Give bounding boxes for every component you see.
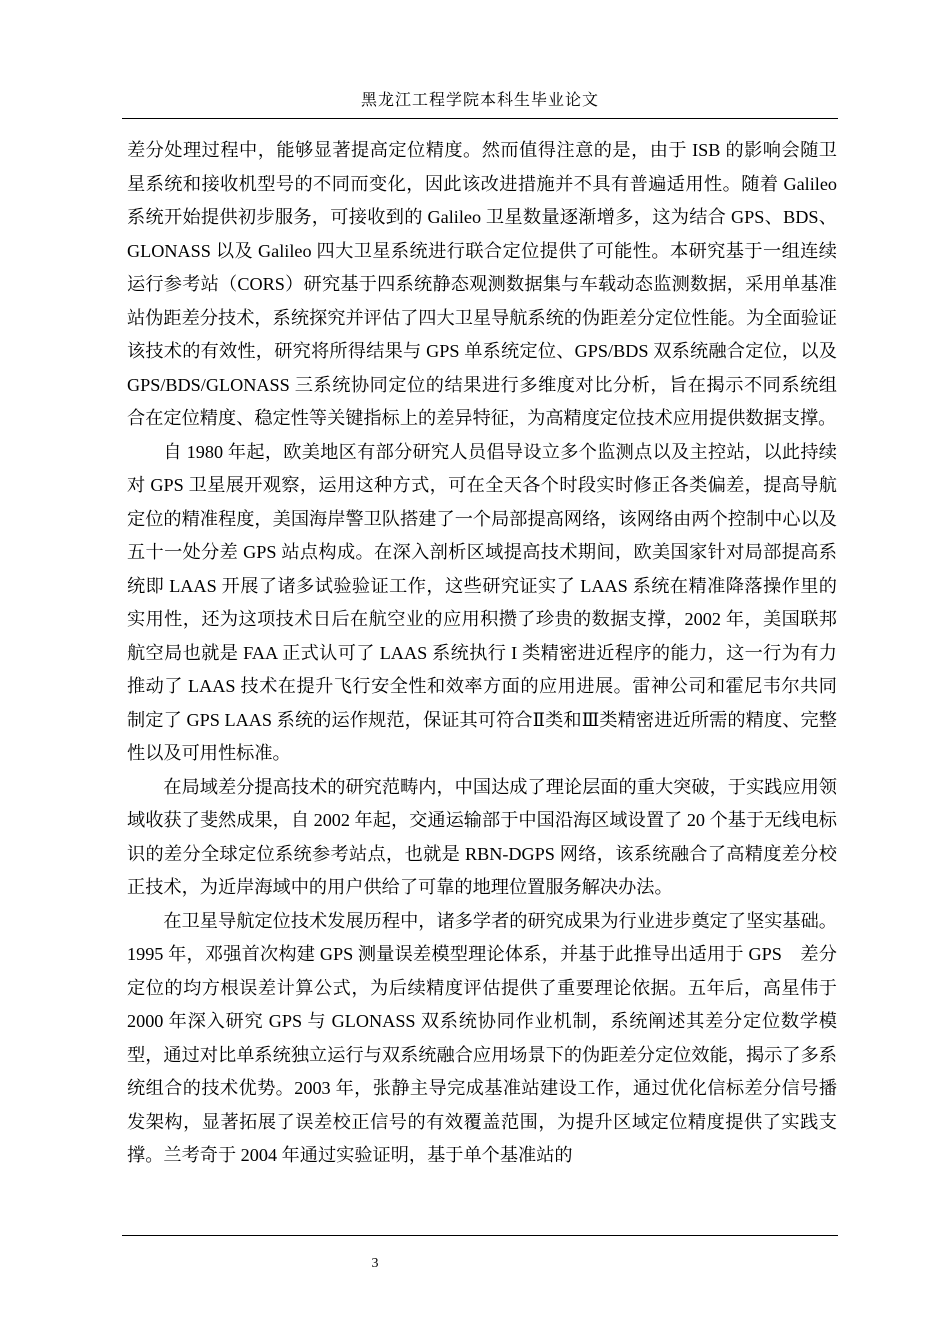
paragraph: 自 1980 年起，欧美地区有部分研究人员倡导设立多个监测点以及主控站，以此持续对 GPS 卫星展开观察，运用这种方式，可在全天各个时段实时修正各类偏差，提高导航定位的精准程度，美国海岸警卫队搭建了一个局部提高网络，该网络由两个控制中心以及五十一处分差 GPS 站点构成。在深入剖析区域提高技术期间，欧美国家针对局部提高系统即 LAAS 开展了诸多试验验证工作，这些研究证实了 LAAS 系统在精准降落操作里的实用性，还为这项技术日后在航空业的应用积攒了珍贵的数据支撑，2002 年，美国联邦航空局也就是 FAA 正式认可了 LAAS 系统执行 I 类精密进近程序的能力，这一行为有力推动了 LAAS 技术在提升飞行安全性和效率方面的应用进展。雷神公司和霍尼韦尔共同制定了 GPS LAAS 系统的运作规范，保证其可符合Ⅱ类和Ⅲ类精密进近所需的精度、完整性以及可用性标准。	[127, 441, 837, 763]
footer-rule	[122, 1235, 838, 1236]
paragraph-continued: 差分处理过程中，能够显著提高定位精度。然而值得注意的是，由于 ISB 的影响会随卫星系统和接收机型号的不同而变化，因此该改进措施并不具有普遍适用性。随着 Galileo 系统开始提供初步服务，可接收到的 Galileo 卫星数量逐渐增多，这为结合 GPS、BDS、GLONASS 以及 Galileo 四大卫星系统进行联合定位提供了可能性。本研究基于一组连续运行参考站（CORS）研究基于四系统静态观测数据集与车载动态监测数据，采用单基准站伪距差分技术，系统探究并评估了四大卫星导航系统的伪距差分定位性能。为全面验证该技术的有效性，研究将所得结果与 GPS 单系统定位、GPS/BDS 双系统融合定位，以及 GPS/BDS/GLONASS 三系统协同定位的结果进行多维度对比分析，旨在揭示不同系统组合在定位精度、稳定性等关键指标上的差异特征，为高精度定位技术应用提供数据支撑。	[127, 140, 837, 428]
page-number: 3	[371, 1256, 379, 1271]
header-rule	[122, 118, 838, 119]
paragraph: 在局域差分提高技术的研究范畴内，中国达成了理论层面的重大突破，于实践应用领域收获了斐然成果，自 2002 年起，交通运输部于中国沿海区域设置了 20 个基于无线电标识的差分全球定位系统参考站点，也就是 RBN-DGPS 网络，该系统融合了高精度差分校正技术，为近岸海域中的用户供给了可靠的地理位置服务解决办法。	[127, 776, 837, 897]
running-header: 黑龙江工程学院本科生毕业论文	[360, 90, 599, 109]
body-text	[127, 134, 837, 1173]
paragraph: 在卫星导航定位技术发展历程中，诸多学者的研究成果为行业进步奠定了坚实基础。1995 年，邓强首次构建 GPS 测量误差模型理论体系，并基于此推导出适用于 GPS 差分定位的均方根误差计算公式，为后续精度评估提供了重要理论依据。五年后，高星伟于 2000 年深入研究 GPS 与 GLONASS 双系统协同作业机制，系统阐述其差分定位数学模型，通过对比单系统独立运行与双系统融合应用场景下的伪距差分定位效能，揭示了多系统组合的技术优势。2003 年，张静主导完成基准站建设工作，通过优化信标差分信号播发架构，显著拓展了误差校正信号的有效覆盖范围，为提升区域定位精度提供了实践支撑。兰考奇于 2004 年通过实验证明，基于单个基准站的	[127, 910, 837, 1165]
